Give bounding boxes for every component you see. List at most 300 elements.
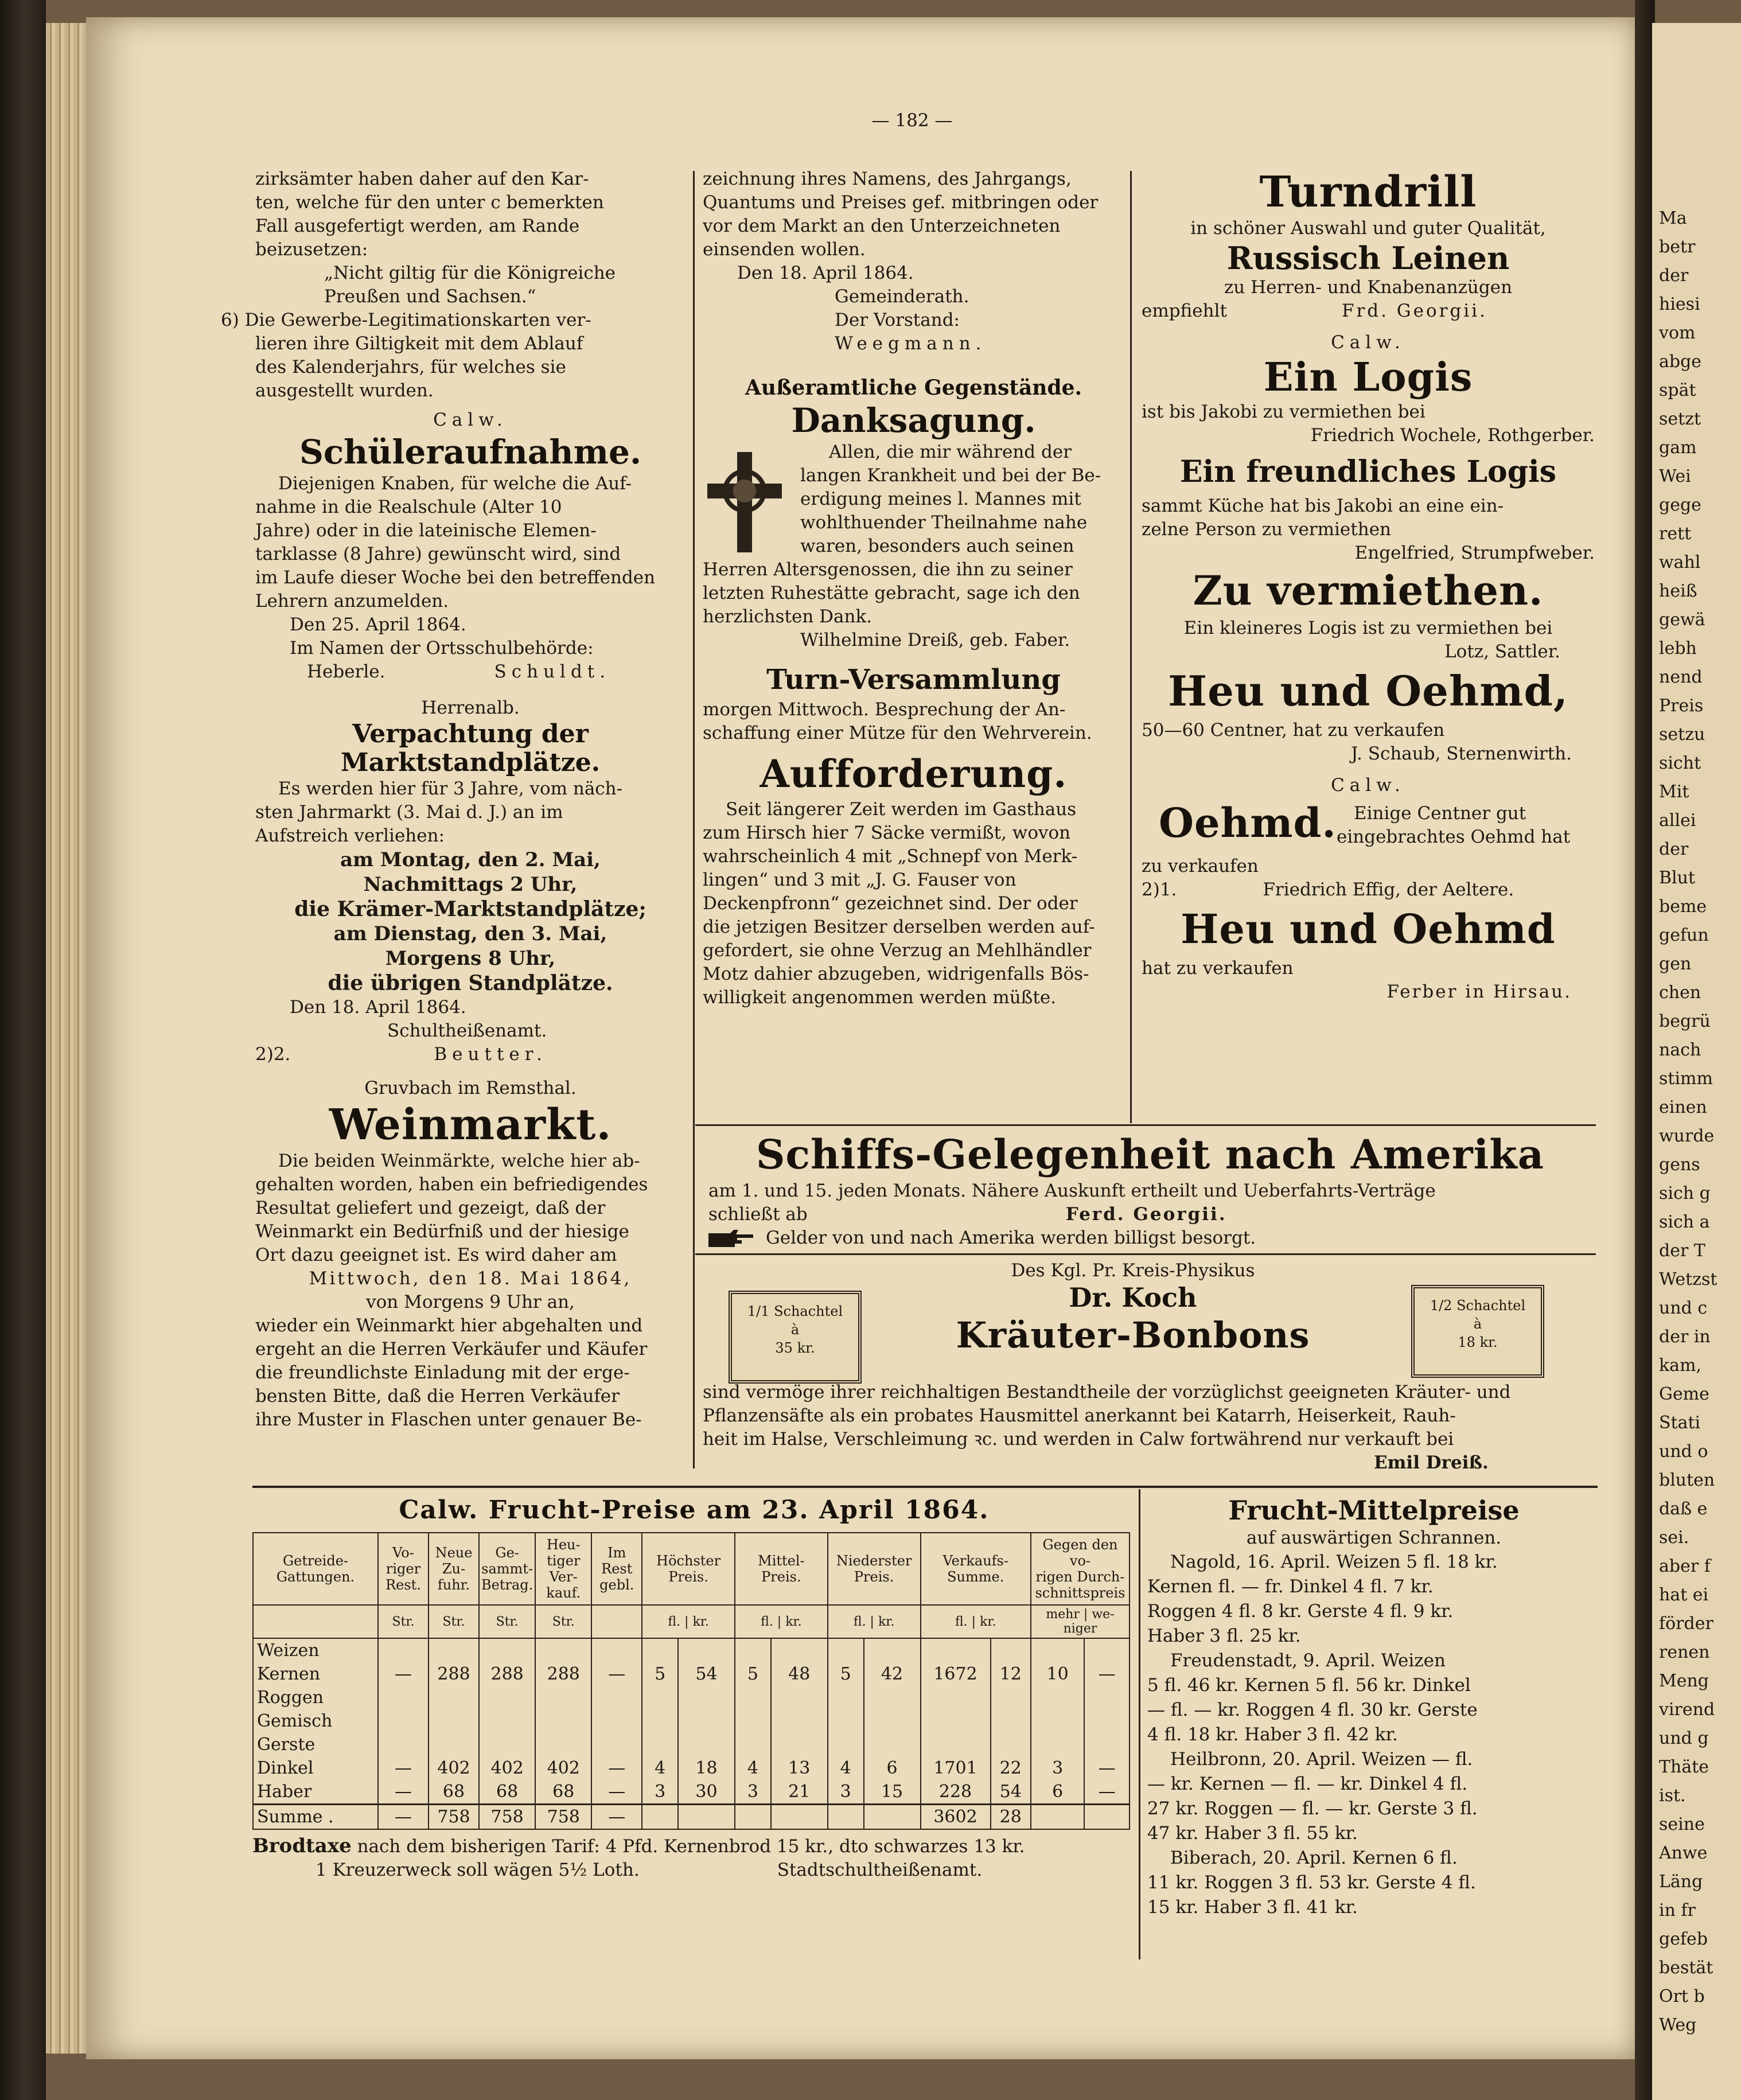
table-cell [828, 1805, 864, 1830]
market-time: Morgens 8 Uhr, [385, 947, 556, 970]
next-page-fragment: der [1659, 839, 1689, 859]
table-cell [1084, 1733, 1129, 1756]
column-rule-2 [1130, 171, 1132, 1123]
text-line: lieren ihre Giltigkeit mit dem Ablauf [255, 333, 583, 354]
text-line: die jetzigen Besitzer derselben werden auf- [703, 917, 1095, 937]
table-subheader: fl. | kr. [828, 1605, 921, 1638]
table-cell: 48 [771, 1662, 828, 1686]
text-line: Diejenigen Knaben, für welche die Auf- [278, 473, 632, 494]
table-cell [429, 1638, 479, 1662]
next-page-fragment: sei. [1659, 1528, 1689, 1548]
next-page-fragment: renen [1659, 1642, 1710, 1662]
school-ad-title: Schüleraufnahme. [299, 433, 642, 472]
table-cell: 10 [1031, 1662, 1084, 1686]
table-subheader: fl. | kr. [921, 1605, 1031, 1638]
average-price-line: Biberach, 20. April. Kernen 6 fl. [1170, 1848, 1458, 1868]
table-row [253, 1709, 1129, 1733]
average-price-line: 27 kr. Roggen — fl. — kr. Gerste 3 fl. [1147, 1798, 1478, 1819]
table-cell [591, 1638, 642, 1662]
next-page-strip [1652, 23, 1741, 2100]
table-cell: — [378, 1756, 429, 1780]
table-cell: — [378, 1662, 429, 1686]
text-line: ihre Muster in Flaschen unter genauer Be- [255, 1409, 642, 1430]
text-line: die freundlichste Einladung mit der erge- [255, 1362, 630, 1383]
next-page-fragment: spät [1659, 380, 1696, 400]
table-cell: 758 [479, 1805, 535, 1830]
text-line: 50—60 Centner, hat zu verkaufen [1142, 720, 1445, 741]
table-cell: 4 [735, 1756, 771, 1780]
table-cell [535, 1709, 591, 1733]
table-cell: — [591, 1756, 642, 1780]
text-line: Aufstreich verliehen: [255, 825, 445, 846]
table-cell [1084, 1638, 1129, 1662]
table-cell [535, 1733, 591, 1756]
average-price-line: 5 fl. 46 kr. Kernen 5 fl. 56 kr. Dinkel [1147, 1675, 1471, 1696]
section-heading: Außeramtliche Gegenstände. [745, 376, 1082, 400]
table-subheader: Str. [378, 1605, 429, 1638]
table-cell [642, 1686, 678, 1709]
linen-ad-title: Russisch Leinen [1226, 240, 1510, 276]
table-cell [678, 1805, 735, 1830]
prices-column-rule [1139, 1489, 1140, 1959]
ad-number: 2)2. [255, 1044, 291, 1065]
average-price-line: Haber 3 fl. 25 kr. [1147, 1626, 1301, 1646]
box-text: à [1473, 1316, 1482, 1332]
table-cell [678, 1733, 735, 1756]
table-cell: 18 [678, 1756, 735, 1780]
text-line: 6) Die Gewerbe-Legitimationskarten ver- [221, 310, 591, 330]
text-line: Es werden hier für 3 Jahre, vom näch- [278, 778, 623, 799]
text-line: Den 25. April 1864. [290, 614, 466, 635]
table-cell [429, 1709, 479, 1733]
text-line: Der Vorstand: [835, 310, 960, 330]
table-subheader: fl. | kr. [735, 1605, 828, 1638]
text-line: vor dem Markt an den Unterzeichneten [703, 216, 1061, 236]
table-header: Vo- riger Rest. [378, 1533, 429, 1605]
table-cell: 4 [642, 1756, 678, 1780]
text-line: Die beiden Weinmärkte, welche hier ab- [278, 1151, 640, 1171]
wine-place: Gruvbach im Remsthal. [364, 1078, 577, 1098]
next-page-fragment: Wetzst [1659, 1269, 1717, 1289]
table-cell [771, 1686, 828, 1709]
table-cell: 3 [735, 1780, 771, 1805]
ad-rule-upper [695, 1124, 1596, 1126]
next-page-fragment: nach [1659, 1040, 1701, 1060]
next-page-fragment: Ort b [1659, 1986, 1705, 2007]
oehmd-place: Calw. [1331, 775, 1405, 796]
market-date: am Dienstag, den 3. Mai, [333, 922, 607, 945]
text-line: heit im Halse, Verschleimung ꝛc. und werden in Calw fortwährend nur verkauft bei [703, 1429, 1454, 1450]
table-cell: 54 [678, 1662, 735, 1686]
cross-icon [707, 452, 782, 552]
average-price-line: Kernen fl. — fr. Dinkel 4 fl. 7 kr. [1147, 1576, 1434, 1597]
table-cell [771, 1709, 828, 1733]
signature: Friedrich Effig, der Aeltere. [1263, 879, 1514, 900]
table-cell [479, 1638, 535, 1662]
rent-ad-title: Zu vermiethen. [1193, 567, 1544, 614]
next-page-fragment: Preis [1659, 696, 1704, 716]
table-header: Heu- tiger Ver- kauf. [535, 1533, 591, 1605]
next-page-fragment: gam [1659, 438, 1697, 458]
text-line: Seit längerer Zeit werden im Gasthaus [726, 799, 1077, 820]
text-line: von Morgens 9 Uhr an, [366, 1292, 575, 1312]
box-text: 1/2 Schachtel [1430, 1298, 1526, 1314]
text-line: Gemeinderath. [835, 286, 969, 307]
table-cell [771, 1638, 828, 1662]
text-line: Fall ausgefertigt werden, am Rande [255, 216, 580, 236]
table-cell [378, 1709, 429, 1733]
table-cell: 68 [429, 1780, 479, 1805]
average-price-line: Roggen 4 fl. 8 kr. Gerste 4 fl. 9 kr. [1147, 1601, 1454, 1622]
text-line: Mittwoch, den 18. Mai 1864, [309, 1268, 632, 1289]
ad-number: 2)1. [1142, 879, 1177, 900]
next-page-fragment: virend [1659, 1700, 1715, 1720]
grain-name: Summe . [253, 1805, 378, 1830]
next-page-fragment: sicht [1659, 753, 1701, 773]
grain-prices-section [252, 1494, 1136, 1882]
table-cell [479, 1733, 535, 1756]
page-number: — 182 — [871, 110, 953, 131]
text-line: Motz dahier abzugeben, widrigenfalls Bös- [703, 964, 1089, 984]
ad-rule-middle [695, 1253, 1596, 1255]
table-header: Gegen den vo- rigen Durch- schnittspreis [1031, 1533, 1129, 1605]
table-cell [735, 1805, 771, 1830]
text-line: im Laufe dieser Woche bei den betreffenden [255, 567, 656, 588]
box-text: à [790, 1322, 800, 1338]
table-cell [642, 1638, 678, 1662]
box-text: 1/1 Schachtel [747, 1303, 843, 1319]
next-page-fragment: und o [1659, 1441, 1708, 1462]
table-cell [864, 1686, 921, 1709]
text-line: hat zu verkaufen [1142, 958, 1294, 979]
text-line: lingen“ und 3 mit „J. G. Fauser von [703, 870, 1016, 890]
average-price-line: 47 kr. Haber 3 fl. 55 kr. [1147, 1823, 1358, 1844]
table-cell: 28 [991, 1805, 1031, 1830]
text-line: Im Namen der Ortsschulbehörde: [290, 638, 594, 659]
average-prices-title: Frucht-Mittelpreise [1228, 1495, 1520, 1526]
thanks-ad-title: Danksagung. [791, 401, 1036, 440]
table-cell [771, 1733, 828, 1756]
table-cell: 15 [864, 1780, 921, 1805]
text-line: Allen, die mir während der [829, 442, 1072, 462]
text-line: ist bis Jakobi zu vermiethen bei [1142, 402, 1425, 422]
book-spine [0, 0, 46, 2100]
next-page-fragment: nend [1659, 667, 1703, 687]
table-cell [828, 1686, 864, 1709]
price-box-right [1411, 1285, 1544, 1378]
column-rule-1 [693, 171, 695, 1468]
average-price-line: Nagold, 16. April. Weizen 5 fl. 18 kr. [1170, 1552, 1498, 1572]
signature: J. Schaub, Sternenwirth. [1351, 743, 1572, 764]
table-cell [921, 1733, 991, 1756]
next-page-fragment: chen [1659, 983, 1701, 1003]
text-line: Herren Altersgenossen, die ihn zu seiner [703, 559, 1073, 580]
table-header: Ge- sammt- Betrag. [479, 1533, 535, 1605]
table-subheader [253, 1605, 378, 1638]
text-line: Schultheißenamt. [387, 1020, 547, 1041]
box-text: 35 kr. [775, 1340, 815, 1356]
table-header: Neue Zu- fuhr. [429, 1533, 479, 1605]
signature: Stadtschultheißenamt. [777, 1860, 983, 1880]
oehmd-ad-title: Oehmd. [1159, 799, 1337, 847]
text-line: Weinmarkt ein Bedürfniß und der hiesige [255, 1221, 629, 1242]
next-page-fragment: gens [1659, 1155, 1700, 1175]
table-cell: 1701 [921, 1756, 991, 1780]
text-line: auf auswärtigen Schrannen. [1246, 1528, 1502, 1548]
next-page-fragment: ist. [1659, 1786, 1686, 1806]
table-cell: 6 [1031, 1780, 1084, 1805]
table-row [253, 1662, 1129, 1686]
table-cell [735, 1733, 771, 1756]
table-row [253, 1805, 1129, 1830]
table-cell [864, 1805, 921, 1830]
table-subheader: Str. [535, 1605, 591, 1638]
market-item: die Krämer-Marktstandplätze; [294, 897, 646, 921]
next-page-fragment: Meng [1659, 1671, 1709, 1691]
text-line: Ein kleineres Logis ist zu vermiethen bei [1183, 618, 1553, 638]
next-page-fragment: der in [1659, 1327, 1711, 1347]
table-cell [921, 1638, 991, 1662]
turndrill-ad-title: Turndrill [1259, 167, 1477, 217]
text-line: sammt Küche hat bis Jakobi an eine ein- [1142, 496, 1504, 516]
text-line: schließt ab [708, 1204, 808, 1225]
next-page-fragment: kam, [1659, 1355, 1702, 1376]
next-page-fragment: Anwe [1659, 1843, 1708, 1863]
average-price-line: — fl. — kr. Roggen 4 fl. 30 kr. Gerste [1147, 1700, 1478, 1720]
table-cell: 3 [642, 1780, 678, 1805]
average-prices-section [1147, 1494, 1600, 1920]
text-line: Gelder von und nach Amerika werden billigst besorgt. [766, 1228, 1256, 1248]
next-page-fragment: setzt [1659, 409, 1701, 429]
text-line: willigkeit angenommen werden müßte. [703, 987, 1057, 1008]
table-cell: 13 [771, 1756, 828, 1780]
next-page-fragment: Ma [1659, 208, 1687, 228]
text-line: ausgestellt wurden. [255, 380, 434, 401]
table-cell [828, 1709, 864, 1733]
table-cell: 21 [771, 1780, 828, 1805]
next-page-fragment: hat ei [1659, 1585, 1709, 1605]
table-cell [378, 1638, 429, 1662]
next-page-fragment: gefun [1659, 925, 1709, 945]
table-subheader: Str. [429, 1605, 479, 1638]
table-cell: 68 [479, 1780, 535, 1805]
grain-name: Haber [253, 1780, 378, 1805]
text-line: nach dem bisherigen Tarif: 4 Pfd. Kernenbrod 15 kr., dto schwarzes 13 kr. [357, 1836, 1025, 1857]
wine-ad-title: Weinmarkt. [329, 1100, 612, 1150]
table-cell [864, 1638, 921, 1662]
next-page-fragment: vom [1659, 323, 1696, 343]
average-price-line: 4 fl. 18 kr. Haber 3 fl. 42 kr. [1147, 1724, 1398, 1745]
text-line: wieder ein Weinmarkt hier abgehalten und [255, 1315, 643, 1336]
text-line: zirksämter haben daher auf den Kar- [255, 169, 589, 189]
signature: Heberle. [307, 661, 385, 682]
next-page-fragment: gefeb [1659, 1929, 1708, 1949]
table-header: Im Rest gebl. [591, 1533, 642, 1605]
market-ad-title: Verpachtung der Marktstandplätze. [340, 719, 601, 777]
prices-title: Calw. Frucht-Preise am 23. April 1864. [399, 1495, 990, 1525]
next-page-fragment: Thäte [1659, 1757, 1709, 1777]
next-page-fragment: und g [1659, 1728, 1709, 1748]
bonbons-ad-title: Kräuter-Bonbons [956, 1314, 1310, 1356]
table-cell: 12 [991, 1662, 1031, 1686]
next-page-fragment: Mit [1659, 782, 1689, 802]
table-cell [535, 1686, 591, 1709]
table-cell [429, 1686, 479, 1709]
next-page-fragment: gewä [1659, 610, 1705, 630]
text-line: tarklasse (8 Jahre) gewünscht wird, sind [255, 544, 621, 564]
table-cell [479, 1686, 535, 1709]
signature: Schuldt. [494, 661, 611, 682]
table-cell: 5 [735, 1662, 771, 1686]
table-cell: 1672 [921, 1662, 991, 1686]
text-line: 1 Kreuzerweck soll wägen 5½ Loth. [316, 1860, 640, 1880]
table-cell: 402 [479, 1756, 535, 1780]
table-cell: — [591, 1662, 642, 1686]
table-cell [771, 1805, 828, 1830]
table-subheader [591, 1605, 642, 1638]
doctor-name: Dr. Koch [1069, 1282, 1197, 1313]
next-page-fragment: Geme [1659, 1384, 1709, 1404]
text-line: Lehrern anzumelden. [255, 591, 449, 611]
table-cell [642, 1709, 678, 1733]
table-header: Höchster Preis. [642, 1533, 735, 1605]
market-date: am Montag, den 2. Mai, [340, 848, 601, 871]
grain-name: Gemisch [253, 1709, 378, 1733]
next-page-fragment: förder [1659, 1614, 1713, 1634]
text-line: des Kalenderjahrs, für welches sie [255, 357, 566, 377]
next-page-fragment: seine [1659, 1814, 1705, 1834]
bottom-section-rule [252, 1486, 1598, 1488]
table-cell [591, 1733, 642, 1756]
table-cell [591, 1686, 642, 1709]
text-line: sind vermöge ihrer reichhaltigen Bestandtheile der vorzüglichst geeigneten Kräuter- und [703, 1382, 1511, 1402]
table-header: Mittel- Preis. [735, 1533, 828, 1605]
next-page-fragment: sich a [1659, 1212, 1710, 1232]
table-cell: — [1084, 1756, 1129, 1780]
table-cell: 54 [991, 1780, 1031, 1805]
ship-ad [703, 1130, 1598, 1250]
box-text: 18 kr. [1458, 1334, 1498, 1350]
text-line: letzten Ruhestätte gebracht, sage ich den [703, 583, 1080, 603]
next-page-fragment: Weg [1659, 2015, 1697, 2035]
table-cell: 3 [828, 1780, 864, 1805]
table-cell [378, 1686, 429, 1709]
table-cell [991, 1733, 1031, 1756]
next-page-fragment: setzu [1659, 724, 1705, 745]
table-cell [642, 1805, 678, 1830]
average-prices-list [1147, 1550, 1600, 1920]
table-cell [991, 1709, 1031, 1733]
next-page-fragment: gen [1659, 954, 1692, 974]
table-cell [991, 1638, 1031, 1662]
table-cell [642, 1733, 678, 1756]
ship-ad-title: Schiffs-Gelegenheit nach Amerika [755, 1131, 1545, 1178]
text-line: eingebrachtes Oehmd hat [1337, 827, 1571, 847]
text-line: Den 18. April 1864. [290, 997, 466, 1018]
table-header: Getreide- Gattungen. [253, 1533, 378, 1605]
table-cell [1031, 1709, 1084, 1733]
text-line: Jahre) oder in die lateinische Elemen- [255, 520, 597, 541]
signature: Wilhelmine Dreiß, geb. Faber. [800, 630, 1070, 650]
table-cell [921, 1709, 991, 1733]
table-cell: — [591, 1805, 642, 1830]
text-line: morgen Mittwoch. Besprechung der An- [703, 699, 1066, 720]
text-line: bensten Bitte, daß die Herren Verkäufer [255, 1386, 620, 1407]
logis-place: Calw. [1331, 332, 1405, 353]
signature: Engelfried, Strumpfweber. [1354, 543, 1595, 563]
table-cell [1084, 1805, 1129, 1830]
table-cell [828, 1638, 864, 1662]
table-cell: 22 [991, 1756, 1031, 1780]
table-cell [735, 1686, 771, 1709]
table-cell [828, 1733, 864, 1756]
signature: Beutter. [434, 1044, 548, 1065]
next-page-fragment: abge [1659, 352, 1702, 372]
table-cell: — [378, 1805, 429, 1830]
turn-ad-title: Turn-Versammlung [766, 664, 1061, 696]
next-page-fragment: und c [1659, 1298, 1708, 1318]
table-cell [678, 1686, 735, 1709]
next-page-fragment: begrü [1659, 1011, 1711, 1031]
table-cell [429, 1733, 479, 1756]
market-item: die übrigen Standplätze. [328, 971, 613, 995]
table-cell [864, 1709, 921, 1733]
signature: Frd. Georgii. [1341, 301, 1487, 321]
bread-tax-label: Brodtaxe [252, 1834, 352, 1857]
average-price-line: 11 kr. Roggen 3 fl. 53 kr. Gerste 4 fl. [1147, 1872, 1476, 1893]
next-page-fragment: heiß [1659, 581, 1697, 601]
table-cell: 6 [864, 1756, 921, 1780]
table-cell: 402 [429, 1756, 479, 1780]
column-3 [1142, 167, 1595, 1004]
grain-name: Gerste [253, 1733, 378, 1756]
average-price-line: — kr. Kernen — fl. — kr. Dinkel 4 fl. [1147, 1774, 1468, 1794]
next-page-fragment: wahl [1659, 552, 1701, 572]
text-line: ergeht an die Herren Verkäufer und Käufer [255, 1339, 648, 1359]
grain-name: Dinkel [253, 1756, 378, 1780]
average-price-line: 15 kr. Haber 3 fl. 41 kr. [1147, 1897, 1358, 1918]
table-cell [1031, 1686, 1084, 1709]
school-place: Calw. [433, 410, 508, 430]
text-line: am 1. und 15. jeden Monats. Nähere Auskunft ertheilt und Ueberfahrts-Verträge [708, 1180, 1436, 1201]
table-row [253, 1638, 1129, 1662]
next-page-fragment: gege [1659, 495, 1701, 515]
text-line: einsenden wollen. [703, 239, 866, 260]
text-line: Pflanzensäfte als ein probates Hausmittel anerkannt bei Katarrh, Heiserkeit, Rauh- [703, 1405, 1456, 1426]
table-subheader: fl. | kr. [642, 1605, 735, 1638]
table-header: Verkaufs- Summe. [921, 1533, 1031, 1605]
next-page-fragment: lebh [1659, 638, 1697, 659]
table-cell [1084, 1686, 1129, 1709]
grain-price-table [252, 1532, 1130, 1830]
table-header: Niederster Preis. [828, 1533, 921, 1605]
text-line: Preußen und Sachsen.“ [324, 286, 536, 307]
text-line: zu Herren- und Knabenanzügen [1224, 277, 1513, 298]
table-cell: 402 [535, 1756, 591, 1780]
text-line: waren, besonders auch seinen [800, 536, 1074, 556]
next-page-fragment: sich g [1659, 1183, 1711, 1203]
table-cell: 4 [828, 1756, 864, 1780]
friendly-logis-ad-title: Ein freundliches Logis [1179, 454, 1557, 489]
table-cell: 3602 [921, 1805, 991, 1830]
text-line: herzlichsten Dank. [703, 606, 873, 627]
text-line: in schöner Auswahl und guter Qualität, [1190, 218, 1546, 239]
next-page-fragment: wurde [1659, 1126, 1715, 1146]
text-line: Quantums und Preises gef. mitbringen oder [703, 192, 1099, 213]
market-place: Herrenalb. [421, 698, 520, 718]
table-cell: 758 [429, 1805, 479, 1830]
text-line: zeichnung ihres Namens, des Jahrgangs, [703, 169, 1072, 189]
